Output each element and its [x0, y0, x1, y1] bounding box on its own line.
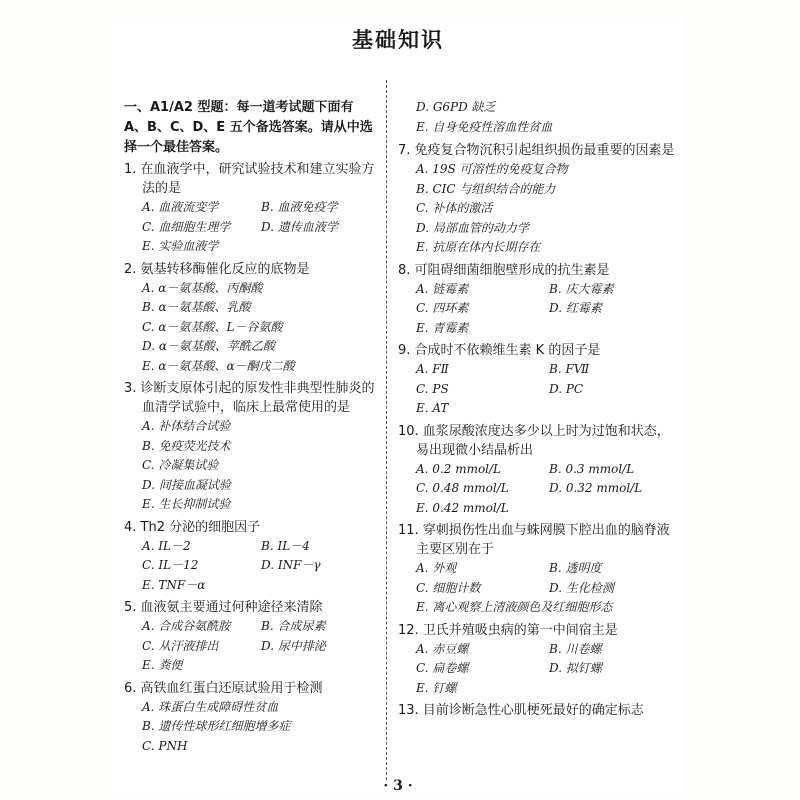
option-list	[124, 698, 380, 757]
answer-option: B. CIC 与组织结合的能力	[416, 181, 556, 196]
answer-option: A. 血液流变学	[142, 200, 219, 214]
answer-option: D. 生化检测	[549, 580, 614, 595]
answer-option: A. 珠蛋白生成障碍性贫血	[142, 699, 279, 714]
answer-option: E. 实验血液学	[142, 239, 219, 253]
answer-option: D. G6PD 缺乏	[416, 100, 496, 114]
answer-option: C. 四环素	[416, 301, 469, 315]
answer-option: A. 外观	[416, 561, 457, 575]
page-title: 基础知识	[352, 28, 444, 52]
exam-page	[112, 18, 684, 794]
question-stem: 3. 诊断支原体引起的原发性非典型性肺炎的血清学试验中，临床上最常使用的是	[124, 381, 375, 415]
question-stem: 2. 氨基转移酶催化反应的底物是	[124, 261, 310, 277]
question-stem: 5. 血液氨主要通过何种途径来清除	[124, 600, 323, 615]
option-list	[398, 280, 682, 339]
answer-option: A. 补体结合试验	[142, 419, 231, 433]
answer-option: E. 0.42 mmol/L	[416, 500, 509, 515]
answer-option: D. 尿中排泌	[261, 638, 326, 653]
answer-option: D. 0.32 mmol/L	[549, 481, 643, 495]
answer-option: D. 局部血管的动力学	[416, 220, 529, 235]
answer-option: E. 生长抑制试验	[142, 497, 231, 511]
answer-option: E. 粪便	[142, 658, 183, 672]
answer-option: B. 合成尿素	[261, 619, 326, 633]
question-item	[398, 621, 682, 699]
answer-option: A. FⅡ	[416, 362, 449, 376]
answer-option: C. 血细胞生理学	[142, 219, 231, 234]
option-list	[398, 360, 682, 419]
answer-option: E. TNF－α	[142, 577, 206, 592]
option-list	[124, 617, 380, 676]
answer-option: B. 免疫荧光技术	[142, 438, 231, 453]
option-list	[124, 537, 380, 596]
answer-option: B. FⅦ	[549, 362, 590, 376]
answer-option: A. 合成谷氨酰胺	[142, 619, 231, 633]
answer-option: A. 链霉素	[416, 281, 469, 296]
question-stem: 12. 卫氏并殖吸虫病的第一中间宿主是	[398, 622, 618, 638]
answer-option: E. 抗原在体内长期存在	[416, 240, 541, 254]
option-list	[124, 279, 380, 377]
answer-option: C. PS	[416, 381, 449, 396]
answer-option: B. 0.3 mmol/L	[549, 461, 635, 476]
question-item	[398, 341, 682, 419]
question-item	[124, 260, 380, 377]
answer-option: E. AT	[416, 401, 449, 415]
question-item	[124, 160, 380, 257]
answer-option: D. 红霉素	[549, 301, 602, 315]
answer-option: C. 0.48 mmol/L	[416, 481, 509, 495]
question-stem: 4. Th2 分泌的细胞因子	[124, 519, 261, 535]
answer-option: C. 补体的激活	[416, 201, 493, 215]
answer-option: C. PNH	[142, 738, 188, 753]
answer-option: D. PC	[549, 381, 584, 396]
left-question-list	[124, 160, 380, 756]
right-column	[398, 98, 682, 723]
question-stem: 10. 血浆尿酸浓度达多少以上时为过饱和状态，易出现微小结晶析出	[398, 423, 670, 458]
answer-option: C. α－氨基酸、L－谷氨酸	[142, 319, 283, 334]
answer-option: C. 冷凝集试验	[142, 458, 219, 472]
page-number: · 3 ·	[383, 778, 413, 794]
question-stem: 9. 合成时不依赖维生素 K 的因子是	[398, 343, 601, 358]
question-stem: 13. 目前诊断急性心肌梗死最好的确定标志	[398, 703, 644, 718]
question-stem: 7. 免疫复合物沉积引起组织损伤最重要的因素是	[398, 143, 675, 158]
answer-option: D. 间接血凝试验	[142, 477, 231, 492]
answer-option: D. 遗传血液学	[261, 219, 338, 234]
answer-option: E. 青霉素	[416, 320, 469, 335]
question-stem: 11. 穿刺损伤性出血与蛛网膜下腔出血的脑脊液主要区别在于	[398, 523, 670, 557]
option-list	[398, 160, 682, 258]
continued-options	[398, 98, 682, 137]
question-item	[124, 679, 380, 757]
answer-option: D. α－氨基酸、苹酰乙酸	[142, 339, 275, 353]
section-heading: 一、A1/A2 型题：每一道考试题下面有 A、B、C、D、E 五个备选答案。请从中选择一个最佳答案。	[124, 100, 373, 155]
column-divider	[386, 80, 387, 780]
answer-option: E. 钉螺	[416, 680, 457, 695]
answer-option: E. α－氨基酸、α－酮戊二酸	[142, 358, 295, 373]
answer-option: D. 拟钉螺	[549, 661, 602, 675]
option-list	[124, 198, 380, 257]
answer-option: A. 19S 可溶性的免疫复合物	[416, 162, 568, 176]
answer-option: A. α－氨基酸、丙酮酸	[142, 280, 263, 295]
option-list	[398, 460, 682, 519]
answer-option: D. INF－γ	[261, 558, 321, 572]
question-item	[398, 261, 682, 339]
question-item	[124, 518, 380, 596]
left-column	[124, 98, 380, 759]
answer-option: B. 遗传性球形红细胞增多症	[142, 719, 291, 733]
answer-option: C. 细胞计数	[416, 580, 481, 595]
answer-option: C. 扁卷螺	[416, 661, 469, 675]
answer-option: E. 自身免疫性溶血性贫血	[416, 119, 553, 134]
question-item	[398, 141, 682, 258]
question-stem: 1. 在血液学中，研究试验技术和建立实验方法的是	[124, 162, 375, 196]
answer-option: C. 从汗液排出	[142, 638, 219, 653]
answer-option: A. IL－2	[142, 538, 191, 553]
answer-option: C. IL－12	[142, 558, 199, 572]
option-list	[398, 640, 682, 699]
answer-option: B. α－氨基酸、乳酸	[142, 300, 251, 314]
question-item	[124, 379, 380, 515]
question-item	[124, 598, 380, 676]
question-stem: 8. 可阻碍细菌细胞壁形成的抗生素是	[398, 262, 610, 278]
answer-option: B. 川卷螺	[549, 641, 602, 656]
option-list	[398, 559, 682, 618]
option-list	[124, 417, 380, 515]
answer-option: A. 0.2 mmol/L	[416, 461, 502, 476]
question-item	[398, 422, 682, 519]
answer-option: E. 离心观察上清液颜色及红细胞形态	[416, 600, 613, 614]
question-stem: 6. 高铁血红蛋白还原试验用于检测	[124, 680, 323, 696]
answer-option: B. 血液免疫学	[261, 200, 338, 214]
answer-option: A. 赤豆螺	[416, 641, 469, 656]
answer-option: B. 透明度	[549, 561, 602, 575]
answer-option: B. IL－4	[261, 538, 310, 553]
question-item	[398, 521, 682, 618]
answer-option: B. 庆大霉素	[549, 281, 614, 296]
right-question-list	[398, 141, 682, 720]
question-item	[398, 701, 682, 720]
